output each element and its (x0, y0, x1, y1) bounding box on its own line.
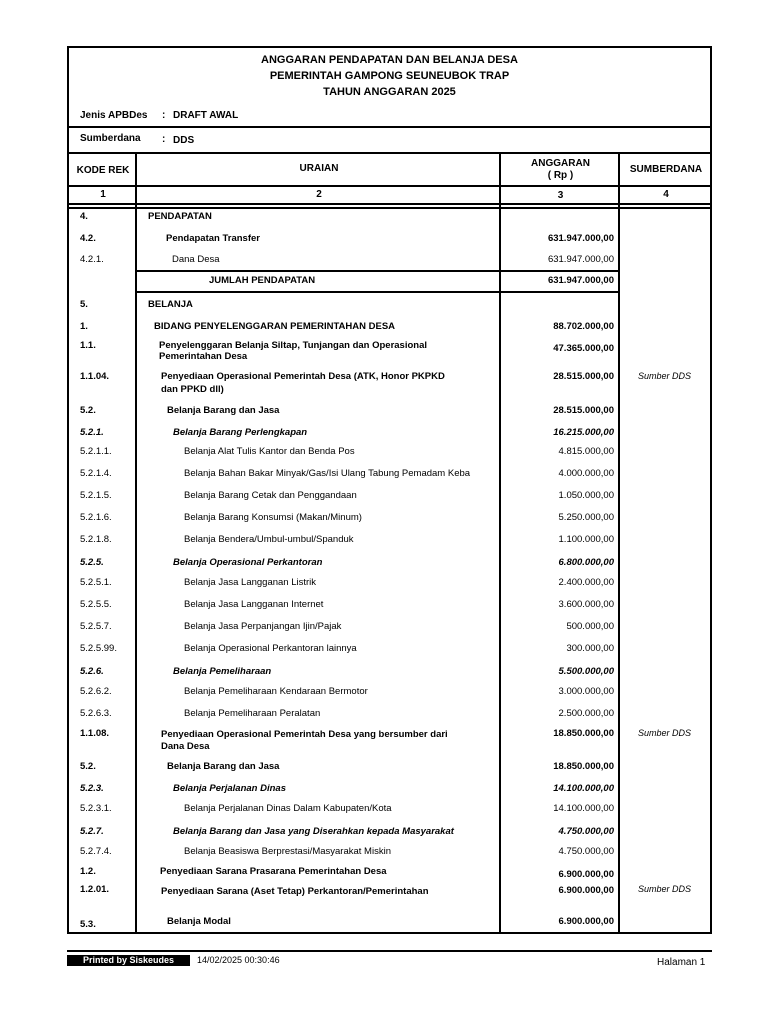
row-uraian: Belanja Operasional Perkantoran (173, 557, 323, 568)
row-uraian: Belanja Beasiswa Berprestasi/Masyarakat Miskin (184, 846, 391, 857)
row-uraian: Belanja Barang dan Jasa (167, 405, 280, 416)
row-uraian: JUMLAH PENDAPATAN (209, 275, 316, 286)
row-kode: 5.2.1.6. (80, 512, 112, 523)
row-anggaran: 3.600.000,00 (558, 599, 614, 610)
header-divider (69, 185, 710, 187)
col-uraian-header: URAIAN (299, 163, 339, 174)
row-uraian: Belanja Jasa Langganan Listrik (184, 577, 317, 588)
row-uraian-cont: Dana Desa (161, 741, 210, 752)
footer-line (67, 950, 712, 952)
row-kode: 5.2.1.4. (80, 468, 112, 479)
row-anggaran: 4.815.000,00 (558, 446, 614, 457)
row-kode: 1.1.04. (80, 371, 110, 382)
row-uraian: Belanja Jasa Langganan Internet (184, 599, 324, 610)
row-anggaran: 6.900.000,00 (558, 885, 614, 896)
row-anggaran: 500.000,00 (566, 621, 614, 632)
row-anggaran: 5.250.000,00 (558, 512, 614, 523)
row-kode: 5.2.3.1. (80, 803, 112, 814)
row-uraian: Belanja Modal (167, 916, 231, 927)
row-kode: 1.1.08. (80, 728, 110, 739)
row-anggaran: 4.750.000,00 (558, 846, 614, 857)
row-kode: 1. (80, 321, 88, 332)
row-kode: 1.1. (80, 340, 96, 351)
row-kode: 5.3. (80, 919, 96, 930)
row-anggaran: 3.000.000,00 (558, 686, 614, 697)
sumber-label: Sumberdana (80, 133, 141, 144)
row-kode: 5.2.7. (80, 826, 104, 837)
row-kode: 4. (80, 211, 88, 222)
row-kode: 5.2.1.5. (80, 490, 112, 501)
total-top-line (135, 270, 620, 272)
row-sumber: Sumber DDS (638, 884, 692, 894)
row-uraian: Belanja Barang dan Jasa (167, 761, 280, 772)
col-sumber-header: SUMBERDANA (629, 164, 703, 175)
printed-by-label: Printed by Siskeudes (67, 955, 190, 966)
row-kode: 5.2.7.4. (80, 846, 112, 857)
row-kode: 5.2.1.1. (80, 446, 112, 457)
row-anggaran: 631.947.000,00 (547, 254, 614, 265)
row-anggaran: 18.850.000,00 (553, 761, 614, 772)
row-kode: 1.2.01. (80, 884, 110, 895)
row-kode: 5.2. (80, 761, 96, 772)
title-line-1: ANGGARAN PENDAPATAN DAN BELANJA DESA (261, 54, 518, 66)
row-anggaran: 6.900.000,00 (558, 916, 614, 927)
row-anggaran: 1.050.000,00 (558, 490, 614, 501)
col-kode-header: KODE REK (76, 165, 130, 176)
row-anggaran: 88.702.000,00 (553, 321, 614, 332)
total-bottom-line (135, 291, 620, 293)
col-number-4: 4 (663, 189, 669, 200)
row-kode: 5.2.6.3. (80, 708, 112, 719)
row-kode: 5.2.5. (80, 557, 104, 568)
row-anggaran: 300.000,00 (566, 643, 614, 654)
row-uraian: BIDANG PENYELENGGARAN PEMERINTAHAN DESA (154, 321, 396, 332)
title-line-3: TAHUN ANGGARAN 2025 (323, 86, 456, 98)
row-uraian: Belanja Barang Perlengkapan (173, 427, 308, 438)
number-row-divider-2 (69, 207, 710, 209)
row-uraian: Penyediaan Operasional Pemerintah Desa yang bersumber dari (161, 729, 448, 740)
row-kode: 4.2.1. (80, 254, 104, 265)
row-anggaran: 14.100.000,00 (553, 803, 614, 814)
row-uraian: Penyediaan Sarana Prasarana Pemerintahan Desa (160, 866, 387, 877)
row-anggaran: 631.947.000,00 (547, 233, 614, 244)
page-number: Halaman 1 (657, 957, 706, 968)
row-uraian: BELANJA (148, 299, 193, 310)
col-number-1: 1 (100, 189, 106, 200)
jenis-sep: : (162, 110, 166, 121)
row-anggaran: 6.800.000,00 (558, 557, 614, 568)
row-kode: 5.2.5.5. (80, 599, 112, 610)
row-kode: 1.2. (80, 866, 96, 877)
row-uraian: Belanja Pemeliharaan Peralatan (184, 708, 321, 719)
row-uraian: Belanja Bendera/Umbul-umbul/Spanduk (184, 534, 354, 545)
row-uraian: Belanja Pemeliharaan Kendaraan Bermotor (184, 686, 368, 697)
row-uraian: Pendapatan Transfer (166, 233, 260, 244)
col-number-2: 2 (316, 189, 322, 200)
sumber-value: DDS (173, 135, 195, 146)
row-anggaran: 2.400.000,00 (558, 577, 614, 588)
row-kode: 5.2.1.8. (80, 534, 112, 545)
row-sumber: Sumber DDS (638, 728, 692, 738)
row-uraian: Belanja Bahan Bakar Minyak/Gas/Isi Ulang Tabung Pemadam Keba (184, 468, 471, 479)
row-uraian: Belanja Perjalanan Dinas Dalam Kabupaten/Kota (184, 803, 392, 814)
row-anggaran: 4.750.000,00 (558, 826, 614, 837)
row-kode: 5.2.5.1. (80, 577, 112, 588)
row-anggaran: 2.500.000,00 (558, 708, 614, 719)
row-uraian: Belanja Alat Tulis Kantor dan Benda Pos (184, 446, 355, 457)
row-kode: 5.2.5.99. (80, 643, 117, 654)
row-kode: 5.2. (80, 405, 96, 416)
sumber-sep: : (162, 134, 166, 145)
row-kode: 5. (80, 299, 88, 310)
row-uraian: Belanja Barang dan Jasa yang Diserahkan kepada Masyarakat (173, 826, 454, 837)
col-number-3: 3 (557, 190, 564, 201)
row-uraian: Belanja Jasa Perpanjangan Ijin/Pajak (184, 621, 342, 632)
row-uraian: Dana Desa (172, 254, 220, 265)
row-kode: 4.2. (80, 233, 96, 244)
row-uraian: PENDAPATAN (148, 211, 212, 222)
row-anggaran: 6.900.000,00 (558, 869, 614, 880)
row-kode: 5.2.1. (80, 427, 104, 438)
row-uraian-cont: Pemerintahan Desa (159, 351, 248, 362)
row-uraian: Penyelenggaran Belanja Siltap, Tunjangan dan Operasional (159, 340, 427, 351)
title-line-2: PEMERINTAH GAMPONG SEUNEUBOK TRAP (269, 70, 510, 82)
row-anggaran: 28.515.000,00 (553, 371, 614, 382)
number-row-divider (69, 203, 710, 205)
row-anggaran: 18.850.000,00 (553, 728, 614, 739)
printed-timestamp: 14/02/2025 00:30:46 (197, 955, 280, 965)
row-anggaran: 14.100.000,00 (553, 783, 614, 794)
row-uraian: Penyediaan Operasional Pemerintah Desa (ATK, Honor PKPKD (161, 371, 445, 382)
col-anggaran-unit: ( Rp ) (547, 170, 574, 181)
row-anggaran: 4.000.000,00 (558, 468, 614, 479)
row-uraian: Belanja Perjalanan Dinas (173, 783, 286, 794)
row-anggaran: 47.365.000,00 (553, 343, 614, 354)
jenis-value: DRAFT AWAL (173, 110, 239, 121)
row-uraian: Belanja Barang Cetak dan Penggandaan (184, 490, 357, 501)
row-anggaran: 631.947.000,00 (547, 275, 614, 286)
row-uraian: Penyediaan Sarana (Aset Tetap) Perkantoran/Pemerintahan (161, 886, 429, 897)
row-uraian: Belanja Barang Konsumsi (Makan/Minum) (184, 512, 362, 523)
row-kode: 5.2.5.7. (80, 621, 112, 632)
row-kode: 5.2.6.2. (80, 686, 112, 697)
row-anggaran: 16.215.000,00 (553, 427, 614, 438)
table-top-border (69, 152, 710, 154)
row-kode: 5.2.3. (80, 783, 104, 794)
row-anggaran: 5.500.000,00 (558, 666, 614, 677)
divider (69, 126, 710, 128)
row-uraian-cont: dan PPKD dll) (161, 384, 224, 395)
row-uraian: Belanja Operasional Perkantoran lainnya (184, 643, 357, 654)
row-kode: 5.2.6. (80, 666, 104, 677)
row-anggaran: 28.515.000,00 (553, 405, 614, 416)
document-frame (67, 46, 712, 934)
row-anggaran: 1.100.000,00 (558, 534, 614, 545)
row-sumber: Sumber DDS (638, 371, 692, 381)
row-uraian: Belanja Pemeliharaan (173, 666, 272, 677)
jenis-label: Jenis APBDes (80, 110, 148, 121)
col-anggaran-header: ANGGARAN (531, 158, 590, 169)
